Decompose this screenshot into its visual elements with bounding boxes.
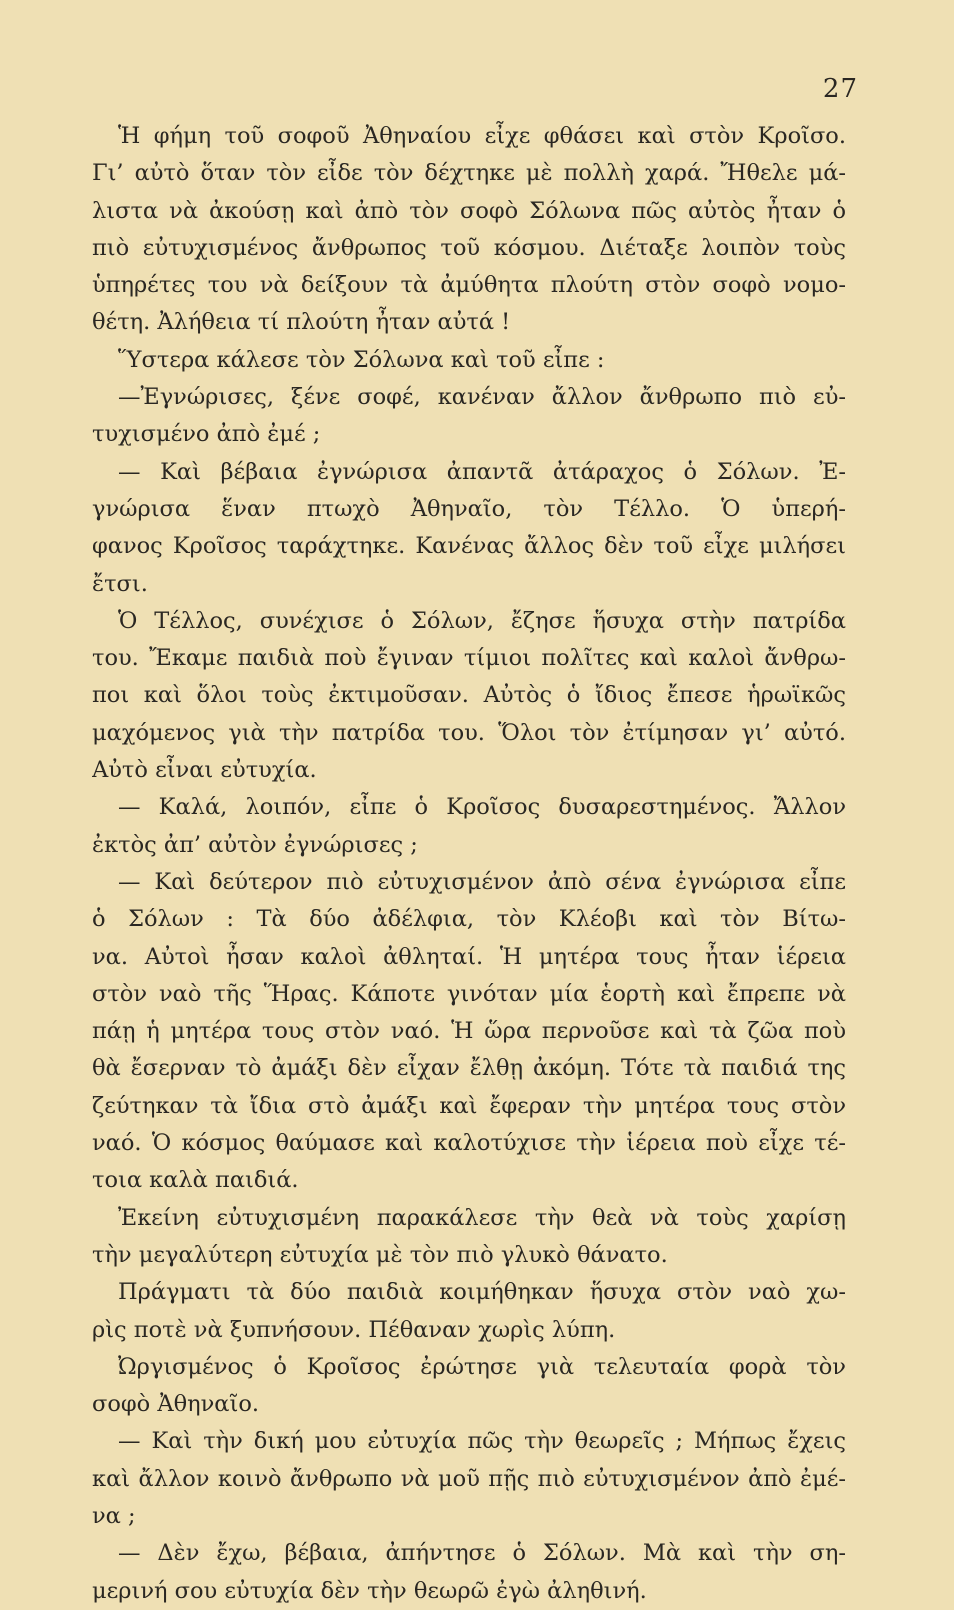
text-line: Ὠργισμένος ὁ Κροῖσος ἐρώτησε γιὰ τελευταία φορὰ τὸν	[118, 1353, 846, 1380]
text-line: σοφὸ Ἀθηναῖο.	[92, 1391, 260, 1418]
body-text	[92, 118, 846, 1610]
text-line: —Ἐγνώρισες, ξένε σοφέ, κανέναν ἄλλον ἄνθρωπο πιὸ εὐ-	[118, 384, 846, 411]
text-line: πάῃ ἡ μητέρα τους στὸν ναό. Ἡ ὥρα περνοῦσε καὶ τὰ ζῶα ποὺ	[92, 1018, 846, 1045]
text-line: Ἡ φήμη τοῦ σοφοῦ Ἀθηναίου εἶχε φθάσει καὶ στὸν Κροῖσο.	[118, 123, 846, 149]
text-line: — Καὶ τὴν δική μου εὐτυχία πῶς τὴν θεωρεῖς ; Μήπως ἔχεις	[118, 1428, 846, 1455]
text-line: γνώρισα ἕναν πτωχὸ Ἀθηναῖο, τὸν Τέλλο. Ὁ ὑπερή-	[92, 495, 846, 522]
text-line: Αὐτὸ εἶναι εὐτυχία.	[92, 757, 317, 784]
text-line: ποι καὶ ὅλοι τοὺς ἐκτιμοῦσαν. Αὐτὸς ὁ ἴδιος ἔπεσε ἡρωϊκῶς	[92, 682, 846, 709]
text-line: ὁ Σόλων : Τὰ δύο ἀδέλφια, τὸν Κλέοβι καὶ τὸν Βίτω-	[92, 906, 846, 933]
text-line: Γι’ αὐτὸ ὅταν τὸν εἶδε τὸν δέχτηκε μὲ πολλὴ χαρά. Ἤθελε μά-	[92, 160, 846, 187]
text-line: Ὁ Τέλλος, συνέχισε ὁ Σόλων, ἔζησε ἥσυχα στὴν πατρίδα	[118, 607, 846, 634]
text-line: λιστα νὰ ἀκούσῃ καὶ ἀπὸ τὸν σοφὸ Σόλωνα πῶς αὐτὸς ἦταν ὁ	[92, 197, 846, 224]
text-line: να ;	[92, 1502, 136, 1529]
text-line: Ὕστερα κάλεσε τὸν Σόλωνα καὶ τοῦ εἶπε :	[118, 346, 605, 373]
page-number: 27	[822, 74, 858, 104]
text-line: ἐκτὸς ἀπ’ αὐτὸν ἐγνώρισες ;	[92, 831, 418, 858]
text-line: μαχόμενος γιὰ τὴν πατρίδα του. Ὅλοι τὸν ἐτίμησαν γι’ αὐτό.	[92, 719, 846, 746]
text-line: στὸν ναὸ τῆς Ἥρας. Κάποτε γινόταν μία ἑορτὴ καὶ ἔπρεπε νὰ	[92, 980, 846, 1007]
text-line: καὶ ἄλλον κοινὸ ἄνθρωπο νὰ μοῦ πῇς πιὸ εὐτυχισμένον ἀπὸ ἐμέ-	[92, 1465, 846, 1492]
text-line: ἔτσι.	[92, 570, 148, 597]
text-line: θὰ ἔσερναν τὸ ἀμάξι δὲν εἶχαν ἔλθῃ ἀκόμη. Τότε τὰ παιδιά της	[92, 1055, 846, 1082]
text-line: φανος Κροῖσος ταράχτηκε. Κανένας ἄλλος δὲν τοῦ εἶχε μιλήσει	[92, 533, 846, 560]
text-line: μερινή σου εὐτυχία δὲν τὴν θεωρῶ ἐγὼ ἀληθινή.	[92, 1577, 647, 1604]
text-line: να. Αὐτοὶ ἦσαν καλοὶ ἀθληταί. Ἡ μητέρα τους ἦταν ἱέρεια	[92, 943, 846, 970]
text-line: — Καλά, λοιπόν, εἶπε ὁ Κροῖσος δυσαρεστημένος. Ἄλλον	[118, 794, 846, 821]
text-line: τυχισμένο ἀπὸ ἐμέ ;	[92, 421, 321, 448]
text-line: Πράγματι τὰ δύο παιδιὰ κοιμήθηκαν ἥσυχα στὸν ναὸ χω-	[118, 1279, 846, 1306]
text-line: θέτη. Ἀλήθεια τί πλούτη ἦταν αὐτά !	[92, 309, 511, 336]
text-line: ὑπηρέτες του νὰ δείξουν τὰ ἀμύθητα πλούτη στὸν σοφὸ νομο-	[92, 272, 846, 299]
text-line: πιὸ εὐτυχισμένος ἄνθρωπος τοῦ κόσμου. Διέταξε λοιπὸν τοὺς	[92, 234, 846, 261]
text-line: — Καὶ δεύτερον πιὸ εὐτυχισμένον ἀπὸ σένα ἐγνώρισα εἶπε	[118, 868, 846, 895]
text-line: τὴν μεγαλύτερη εὐτυχία μὲ τὸν πιὸ γλυκὸ θάνατο.	[92, 1241, 668, 1268]
text-line: Ἐκείνη εὐτυχισμένη παρακάλεσε τὴν θεὰ νὰ τοὺς χαρίσῃ	[118, 1204, 846, 1231]
text-line: — Δὲν ἔχω, βέβαια, ἀπήντησε ὁ Σόλων. Μὰ καὶ τὴν ση-	[118, 1540, 846, 1567]
text-line: ζεύτηκαν τὰ ἴδια στὸ ἀμάξι καὶ ἔφεραν τὴν μητέρα τους στὸν	[92, 1092, 846, 1119]
text-line: ναό. Ὁ κόσμος θαύμασε καὶ καλοτύχισε τὴν ἱέρεια ποὺ εἶχε τέ-	[92, 1130, 846, 1157]
text-line: τοια καλὰ παιδιά.	[92, 1167, 299, 1194]
text-line: ρὶς ποτὲ νὰ ξυπνήσουν. Πέθαναν χωρὶς λύπη.	[92, 1316, 616, 1343]
text-line: του. Ἔκαμε παιδιὰ ποὺ ἔγιναν τίμιοι πολῖτες καὶ καλοὶ ἄνθρω-	[92, 645, 846, 672]
text-line: — Καὶ βέβαια ἐγνώρισα ἀπαντᾶ ἀτάραχος ὁ Σόλων. Ἐ-	[118, 458, 846, 485]
